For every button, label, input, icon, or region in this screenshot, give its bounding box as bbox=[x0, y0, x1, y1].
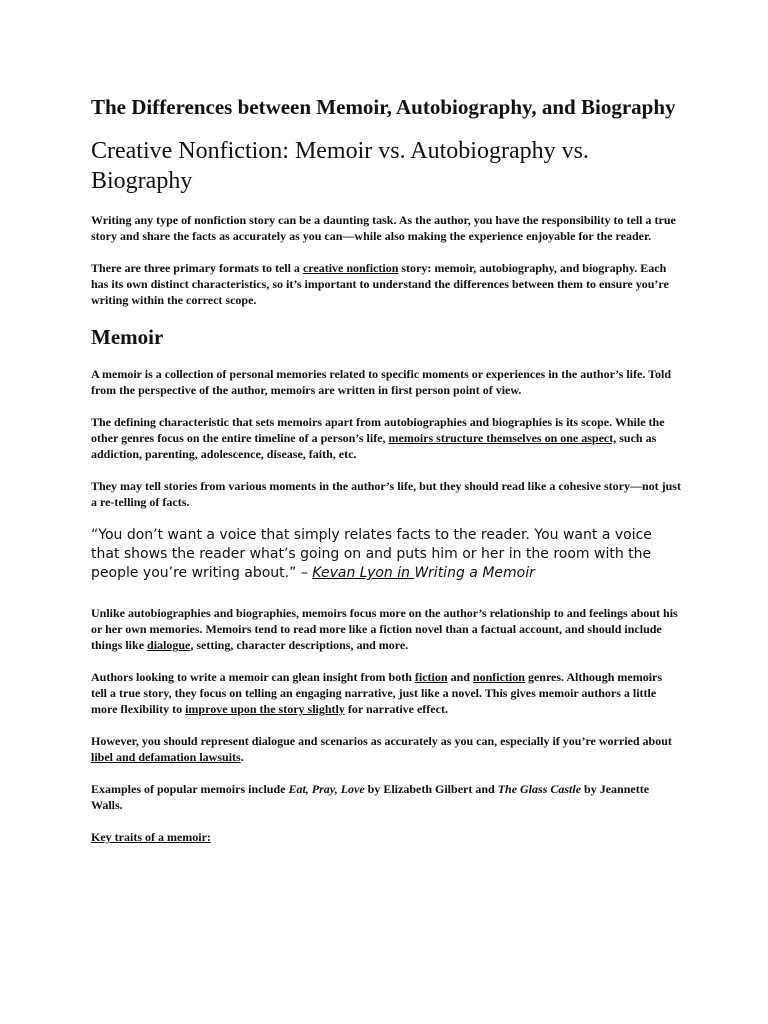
dialogue-link[interactable]: dialogue bbox=[147, 638, 191, 652]
libel-lawsuits-link[interactable]: libel and defamation lawsuits bbox=[91, 750, 241, 764]
memoirs-structure-link[interactable]: memoirs structure themselves on one aspect, bbox=[388, 431, 617, 445]
section-title: Creative Nonfiction: Memoir vs. Autobiography vs. Biography bbox=[91, 138, 589, 194]
text-segment: , setting, character descriptions, and more. bbox=[190, 638, 409, 652]
memoir-definition-paragraph: A memoir is a collection of personal memories related to specific moments or experiences in the author’s life. Told from the perspective of the author, memoirs are written in first person point of view. bbox=[91, 367, 672, 397]
key-traits-heading: Key traits of a memoir: bbox=[91, 830, 211, 844]
document-title: The Differences between Memoir, Autobiography, and Biography bbox=[91, 95, 676, 119]
book-title-glass-castle: The Glass Castle bbox=[497, 782, 582, 796]
formats-paragraph bbox=[91, 260, 681, 308]
kevan-lyon-link[interactable]: Kevan Lyon in bbox=[312, 565, 415, 581]
text-segment: . bbox=[240, 750, 244, 764]
text-segment: Authors looking to write a memoir can glean insight from both bbox=[91, 670, 415, 684]
text-segment: such as addiction, parenting, adolescence, disease, faith, etc. bbox=[91, 431, 657, 461]
improve-story-link[interactable]: improve upon the story slightly bbox=[185, 702, 345, 716]
memoir-focus-paragraph bbox=[91, 605, 681, 653]
text-segment: However, you should represent dialogue and scenarios as accurately as you can, especially if you’re worried about bbox=[91, 734, 672, 748]
text-segment: by Jeannette Walls. bbox=[91, 782, 650, 812]
memoir-scope-paragraph bbox=[91, 414, 681, 462]
fiction-link[interactable]: fiction bbox=[414, 670, 448, 684]
memoir-genres-paragraph bbox=[91, 669, 681, 717]
quote-book-title: Writing a Memoir bbox=[414, 565, 535, 581]
memoir-stories-paragraph: They may tell stories from various moments in the author’s life, but they should read like a cohesive story—not just a re-telling of facts. bbox=[91, 479, 681, 509]
text-segment: Unlike autobiographies and biographies, memoirs focus more on the author’s relationship to and feelings about his or her own memories. Memoirs tend to read more like a fiction novel than a factual account, and should include things like bbox=[91, 606, 678, 652]
quote-text: “You don’t want a voice that simply relates facts to the reader. You want a voice that shows the reader what’s going on and puts him or her in the room with the people you’re writing about.” – bbox=[91, 527, 652, 581]
text-segment: and bbox=[447, 670, 473, 684]
book-title-eat-pray-love: Eat, Pray, Love bbox=[288, 782, 365, 796]
nonfiction-link[interactable]: nonfiction bbox=[472, 670, 525, 684]
text-segment: The defining characteristic that sets memoirs apart from autobiographies and biographies is its scope. While the other genres focus on the entire timeline of a person’s life, bbox=[91, 415, 665, 445]
accuracy-paragraph bbox=[91, 733, 681, 765]
document-content bbox=[91, 94, 681, 845]
examples-paragraph bbox=[91, 781, 681, 813]
intro-paragraph: Writing any type of nonfiction story can be a daunting task. As the author, you have the responsibility to tell a true story and share the facts as accurately as you can—while also making the experience enjoyable for the reader. bbox=[91, 213, 676, 243]
text-segment: Examples of popular memoirs include bbox=[91, 782, 289, 796]
text-segment: story: memoir, autobiography, and biography. Each has its own distinct characteristics, so it’s important to understand the differences between them to ensure you’re writing within the correct scope. bbox=[91, 261, 669, 307]
memoir-heading: Memoir bbox=[91, 325, 164, 349]
quote-block bbox=[91, 526, 681, 583]
creative-nonfiction-link[interactable]: creative nonfiction bbox=[302, 261, 399, 275]
text-segment: There are three primary formats to tell a bbox=[91, 261, 303, 275]
text-segment: genres. Although memoirs tell a true story, they focus on telling an engaging narrative, just like a novel. This gives memoir authors a little more flexibility to bbox=[91, 670, 663, 716]
text-segment: for narrative effect. bbox=[344, 702, 448, 716]
text-segment: by Elizabeth Gilbert and bbox=[364, 782, 498, 796]
